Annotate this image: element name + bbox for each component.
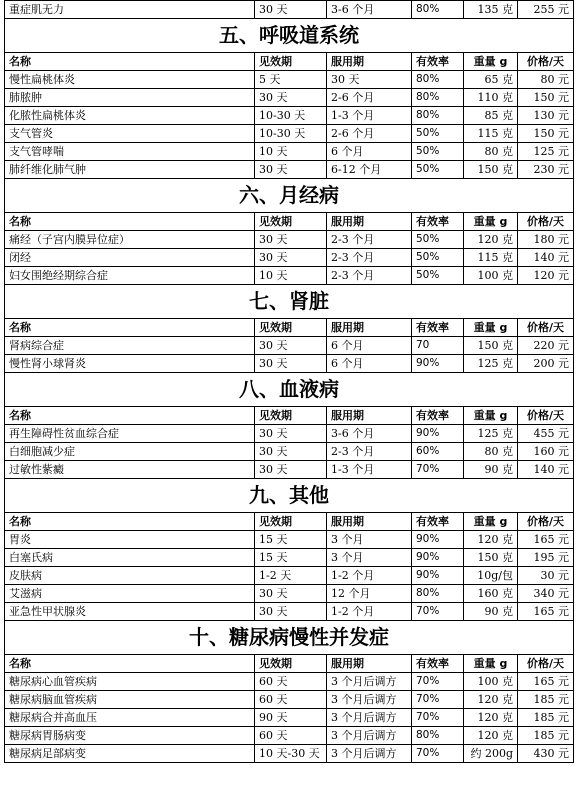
course-period: 30 天 xyxy=(327,71,412,89)
header-weight: 重量 g xyxy=(464,513,518,531)
disease-name: 艾滋病 xyxy=(5,585,255,603)
disease-name: 糖尿病胃肠病变 xyxy=(5,727,255,745)
onset-period: 30 天 xyxy=(255,89,327,107)
course-period: 2-3 个月 xyxy=(327,443,412,461)
daily-price: 185 元 xyxy=(518,691,574,709)
efficacy-rate: 90% xyxy=(412,425,464,443)
disease-name: 皮肤病 xyxy=(5,567,255,585)
weight: 80 克 xyxy=(464,443,518,461)
header-rate: 有效率 xyxy=(412,319,464,337)
daily-price: 185 元 xyxy=(518,709,574,727)
onset-period: 15 天 xyxy=(255,531,327,549)
header-row xyxy=(5,655,574,673)
daily-price: 185 元 xyxy=(518,727,574,745)
price-table-body xyxy=(5,1,574,763)
header-course: 服用期 xyxy=(327,407,412,425)
header-course: 服用期 xyxy=(327,213,412,231)
daily-price: 125 元 xyxy=(518,143,574,161)
onset-period: 30 天 xyxy=(255,161,327,179)
header-price: 价格/天 xyxy=(518,319,574,337)
daily-price: 165 元 xyxy=(518,673,574,691)
efficacy-rate: 50% xyxy=(412,161,464,179)
efficacy-rate: 70 xyxy=(412,337,464,355)
efficacy-rate: 90% xyxy=(412,549,464,567)
weight: 120 克 xyxy=(464,727,518,745)
weight: 120 克 xyxy=(464,691,518,709)
efficacy-rate: 70% xyxy=(412,603,464,621)
weight: 150 克 xyxy=(464,337,518,355)
onset-period: 90 天 xyxy=(255,709,327,727)
weight: 120 克 xyxy=(464,531,518,549)
efficacy-rate: 70% xyxy=(412,709,464,727)
efficacy-rate: 80% xyxy=(412,727,464,745)
disease-name: 支气管哮喘 xyxy=(5,143,255,161)
daily-price: 130 元 xyxy=(518,107,574,125)
weight: 135 克 xyxy=(464,1,518,19)
weight: 125 克 xyxy=(464,425,518,443)
onset-period: 10-30 天 xyxy=(255,125,327,143)
disease-name: 糖尿病足部病变 xyxy=(5,745,255,763)
header-course: 服用期 xyxy=(327,319,412,337)
weight: 120 克 xyxy=(464,231,518,249)
daily-price: 230 元 xyxy=(518,161,574,179)
daily-price: 30 元 xyxy=(518,567,574,585)
onset-period: 30 天 xyxy=(255,337,327,355)
header-price: 价格/天 xyxy=(518,213,574,231)
header-onset: 见效期 xyxy=(255,513,327,531)
onset-period: 60 天 xyxy=(255,673,327,691)
header-name: 名称 xyxy=(5,319,255,337)
section-title: 六、月经病 xyxy=(5,179,574,213)
disease-name: 糖尿病脑血管疾病 xyxy=(5,691,255,709)
table-row xyxy=(5,249,574,267)
header-name: 名称 xyxy=(5,53,255,71)
table-row xyxy=(5,71,574,89)
course-period: 2-6 个月 xyxy=(327,89,412,107)
price-table xyxy=(4,0,574,763)
onset-period: 30 天 xyxy=(255,461,327,479)
efficacy-rate: 70% xyxy=(412,745,464,763)
header-name: 名称 xyxy=(5,655,255,673)
efficacy-rate: 50% xyxy=(412,125,464,143)
efficacy-rate: 50% xyxy=(412,143,464,161)
weight: 115 克 xyxy=(464,125,518,143)
daily-price: 140 元 xyxy=(518,461,574,479)
disease-name: 糖尿病合并高血压 xyxy=(5,709,255,727)
weight: 80 克 xyxy=(464,143,518,161)
table-row xyxy=(5,355,574,373)
onset-period: 10 天 xyxy=(255,143,327,161)
course-period: 2-6 个月 xyxy=(327,125,412,143)
weight: 120 克 xyxy=(464,709,518,727)
course-period: 6 个月 xyxy=(327,337,412,355)
section-title-row xyxy=(5,179,574,213)
course-period: 2-3 个月 xyxy=(327,231,412,249)
daily-price: 255 元 xyxy=(518,1,574,19)
table-row xyxy=(5,709,574,727)
course-period: 3-6 个月 xyxy=(327,425,412,443)
header-name: 名称 xyxy=(5,213,255,231)
section-title-row xyxy=(5,373,574,407)
weight: 65 克 xyxy=(464,71,518,89)
header-onset: 见效期 xyxy=(255,53,327,71)
header-onset: 见效期 xyxy=(255,213,327,231)
disease-name: 妇女围绝经期综合症 xyxy=(5,267,255,285)
weight: 约 200g xyxy=(464,745,518,763)
course-period: 3 个月后调方 xyxy=(327,709,412,727)
weight: 110 克 xyxy=(464,89,518,107)
section-title-row xyxy=(5,479,574,513)
header-name: 名称 xyxy=(5,407,255,425)
disease-name: 亚急性甲状腺炎 xyxy=(5,603,255,621)
onset-period: 10 天 xyxy=(255,267,327,285)
header-rate: 有效率 xyxy=(412,213,464,231)
header-row xyxy=(5,213,574,231)
section-title: 五、呼吸道系统 xyxy=(5,19,574,53)
disease-name: 白细胞减少症 xyxy=(5,443,255,461)
table-row xyxy=(5,1,574,19)
efficacy-rate: 50% xyxy=(412,267,464,285)
efficacy-rate: 90% xyxy=(412,355,464,373)
onset-period: 60 天 xyxy=(255,691,327,709)
header-course: 服用期 xyxy=(327,655,412,673)
table-row xyxy=(5,337,574,355)
table-row xyxy=(5,161,574,179)
efficacy-rate: 70% xyxy=(412,461,464,479)
onset-period: 30 天 xyxy=(255,249,327,267)
table-row xyxy=(5,89,574,107)
daily-price: 200 元 xyxy=(518,355,574,373)
table-row xyxy=(5,425,574,443)
onset-period: 30 天 xyxy=(255,425,327,443)
course-period: 1-3 个月 xyxy=(327,461,412,479)
table-row xyxy=(5,673,574,691)
course-period: 3 个月后调方 xyxy=(327,727,412,745)
header-row xyxy=(5,319,574,337)
course-period: 3 个月后调方 xyxy=(327,691,412,709)
header-price: 价格/天 xyxy=(518,655,574,673)
efficacy-rate: 80% xyxy=(412,89,464,107)
disease-name: 慢性扁桃体炎 xyxy=(5,71,255,89)
disease-name: 痛经（子宫内膜异位症） xyxy=(5,231,255,249)
daily-price: 180 元 xyxy=(518,231,574,249)
onset-period: 10 天-30 天 xyxy=(255,745,327,763)
disease-name: 重症肌无力 xyxy=(5,1,255,19)
header-row xyxy=(5,407,574,425)
table-row xyxy=(5,143,574,161)
course-period: 3 个月后调方 xyxy=(327,745,412,763)
header-onset: 见效期 xyxy=(255,319,327,337)
table-row xyxy=(5,531,574,549)
disease-name: 白塞氏病 xyxy=(5,549,255,567)
weight: 90 克 xyxy=(464,603,518,621)
table-row xyxy=(5,461,574,479)
course-period: 6-12 个月 xyxy=(327,161,412,179)
daily-price: 150 元 xyxy=(518,125,574,143)
table-row xyxy=(5,745,574,763)
efficacy-rate: 90% xyxy=(412,531,464,549)
header-onset: 见效期 xyxy=(255,407,327,425)
efficacy-rate: 50% xyxy=(412,249,464,267)
onset-period: 30 天 xyxy=(255,231,327,249)
weight: 150 克 xyxy=(464,161,518,179)
header-weight: 重量 g xyxy=(464,213,518,231)
table-row xyxy=(5,125,574,143)
header-weight: 重量 g xyxy=(464,53,518,71)
efficacy-rate: 90% xyxy=(412,567,464,585)
efficacy-rate: 60% xyxy=(412,443,464,461)
weight: 10g/包 xyxy=(464,567,518,585)
header-name: 名称 xyxy=(5,513,255,531)
disease-name: 再生障碍性贫血综合症 xyxy=(5,425,255,443)
disease-name: 肺脓肿 xyxy=(5,89,255,107)
course-period: 3 个月后调方 xyxy=(327,673,412,691)
weight: 125 克 xyxy=(464,355,518,373)
header-row xyxy=(5,513,574,531)
weight: 100 克 xyxy=(464,267,518,285)
daily-price: 165 元 xyxy=(518,531,574,549)
table-row xyxy=(5,567,574,585)
header-weight: 重量 g xyxy=(464,407,518,425)
weight: 85 克 xyxy=(464,107,518,125)
header-price: 价格/天 xyxy=(518,407,574,425)
table-row xyxy=(5,107,574,125)
section-title: 十、糖尿病慢性并发症 xyxy=(5,621,574,655)
weight: 90 克 xyxy=(464,461,518,479)
disease-name: 闭经 xyxy=(5,249,255,267)
disease-name: 化脓性扁桃体炎 xyxy=(5,107,255,125)
course-period: 6 个月 xyxy=(327,143,412,161)
disease-name: 胃炎 xyxy=(5,531,255,549)
course-period: 2-3 个月 xyxy=(327,267,412,285)
onset-period: 30 天 xyxy=(255,355,327,373)
onset-period: 5 天 xyxy=(255,71,327,89)
disease-name: 肾病综合症 xyxy=(5,337,255,355)
course-period: 3 个月 xyxy=(327,531,412,549)
daily-price: 455 元 xyxy=(518,425,574,443)
disease-name: 慢性肾小球肾炎 xyxy=(5,355,255,373)
daily-price: 150 元 xyxy=(518,89,574,107)
course-period: 12 个月 xyxy=(327,585,412,603)
weight: 100 克 xyxy=(464,673,518,691)
efficacy-rate: 80% xyxy=(412,107,464,125)
table-row xyxy=(5,727,574,745)
header-row xyxy=(5,53,574,71)
daily-price: 80 元 xyxy=(518,71,574,89)
onset-period: 30 天 xyxy=(255,603,327,621)
onset-period: 30 天 xyxy=(255,585,327,603)
daily-price: 195 元 xyxy=(518,549,574,567)
header-weight: 重量 g xyxy=(464,319,518,337)
section-title-row xyxy=(5,621,574,655)
weight: 115 克 xyxy=(464,249,518,267)
course-period: 1-2 个月 xyxy=(327,603,412,621)
disease-name: 肺纤维化肺气肿 xyxy=(5,161,255,179)
course-period: 3-6 个月 xyxy=(327,1,412,19)
weight: 160 克 xyxy=(464,585,518,603)
daily-price: 220 元 xyxy=(518,337,574,355)
disease-name: 支气管炎 xyxy=(5,125,255,143)
efficacy-rate: 70% xyxy=(412,691,464,709)
section-title-row xyxy=(5,19,574,53)
table-row xyxy=(5,231,574,249)
disease-name: 糖尿病心血管疾病 xyxy=(5,673,255,691)
course-period: 6 个月 xyxy=(327,355,412,373)
header-price: 价格/天 xyxy=(518,53,574,71)
daily-price: 140 元 xyxy=(518,249,574,267)
onset-period: 30 天 xyxy=(255,1,327,19)
section-title: 九、其他 xyxy=(5,479,574,513)
efficacy-rate: 50% xyxy=(412,231,464,249)
onset-period: 15 天 xyxy=(255,549,327,567)
section-title: 七、肾脏 xyxy=(5,285,574,319)
header-weight: 重量 g xyxy=(464,655,518,673)
header-rate: 有效率 xyxy=(412,53,464,71)
table-row xyxy=(5,443,574,461)
section-title: 八、血液病 xyxy=(5,373,574,407)
header-course: 服用期 xyxy=(327,513,412,531)
course-period: 1-2 个月 xyxy=(327,567,412,585)
course-period: 3 个月 xyxy=(327,549,412,567)
header-course: 服用期 xyxy=(327,53,412,71)
onset-period: 10-30 天 xyxy=(255,107,327,125)
weight: 150 克 xyxy=(464,549,518,567)
course-period: 1-3 个月 xyxy=(327,107,412,125)
header-rate: 有效率 xyxy=(412,513,464,531)
efficacy-rate: 80% xyxy=(412,585,464,603)
daily-price: 430 元 xyxy=(518,745,574,763)
onset-period: 30 天 xyxy=(255,443,327,461)
efficacy-rate: 80% xyxy=(412,1,464,19)
efficacy-rate: 70% xyxy=(412,673,464,691)
table-row xyxy=(5,691,574,709)
course-period: 2-3 个月 xyxy=(327,249,412,267)
daily-price: 120 元 xyxy=(518,267,574,285)
header-rate: 有效率 xyxy=(412,655,464,673)
table-row xyxy=(5,585,574,603)
table-row xyxy=(5,603,574,621)
section-title-row xyxy=(5,285,574,319)
table-row xyxy=(5,549,574,567)
table-row xyxy=(5,267,574,285)
daily-price: 160 元 xyxy=(518,443,574,461)
header-price: 价格/天 xyxy=(518,513,574,531)
disease-name: 过敏性紫癜 xyxy=(5,461,255,479)
efficacy-rate: 80% xyxy=(412,71,464,89)
daily-price: 165 元 xyxy=(518,603,574,621)
daily-price: 340 元 xyxy=(518,585,574,603)
header-rate: 有效率 xyxy=(412,407,464,425)
header-onset: 见效期 xyxy=(255,655,327,673)
onset-period: 60 天 xyxy=(255,727,327,745)
onset-period: 1-2 天 xyxy=(255,567,327,585)
